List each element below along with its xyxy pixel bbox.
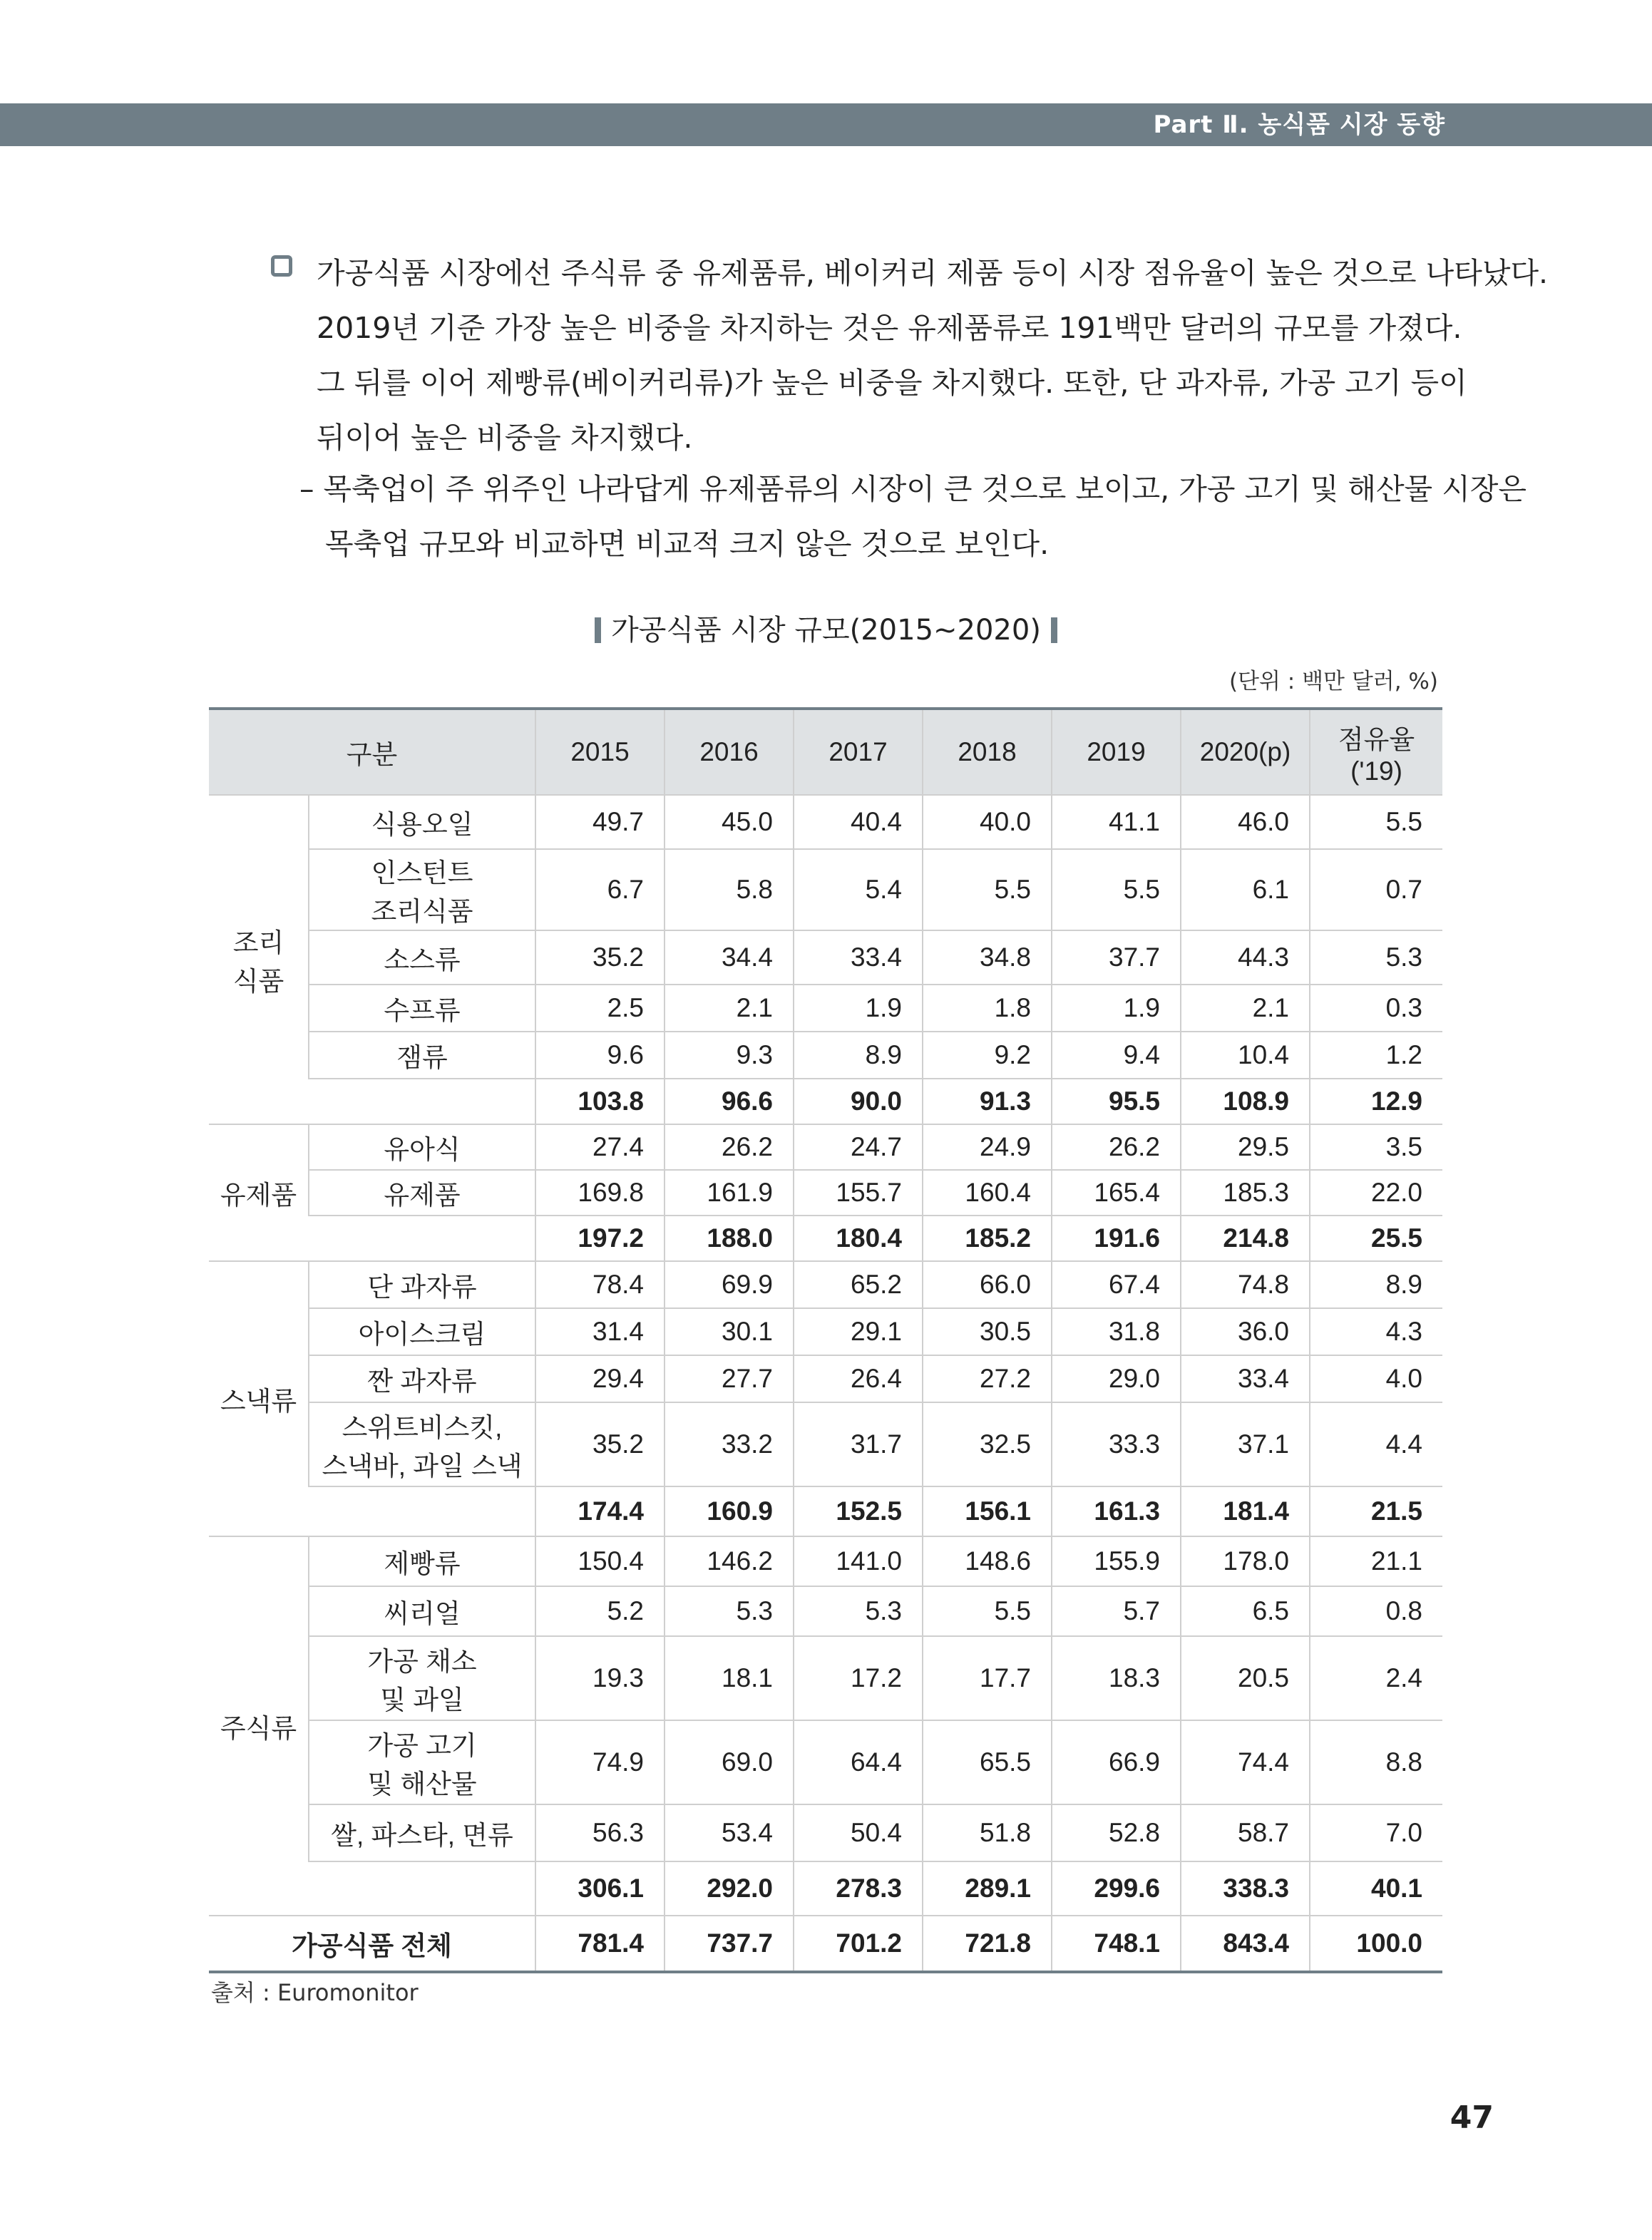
value-cell: 78.4 [535,1261,665,1308]
header-year: 2018 [923,709,1052,795]
value-cell: 8.9 [794,1032,923,1079]
value-cell: 22.0 [1310,1170,1442,1216]
value-cell: 24.9 [923,1124,1052,1170]
item-label: 유아식 [309,1124,535,1170]
subtotal-cell: 21.5 [1310,1486,1442,1536]
value-cell: 50.4 [794,1804,923,1861]
subtotal-cell: 299.6 [1052,1861,1181,1916]
value-cell: 31.4 [535,1308,665,1355]
value-cell: 49.7 [535,795,665,849]
subtotal-cell: 289.1 [923,1861,1052,1916]
value-cell: 34.4 [665,930,794,985]
value-cell: 5.8 [665,849,794,930]
value-cell: 29.1 [794,1308,923,1355]
value-cell: 69.9 [665,1261,794,1308]
value-cell: 45.0 [665,795,794,849]
value-cell: 33.2 [665,1402,794,1486]
table-row [209,1308,1442,1355]
value-cell: 9.6 [535,1032,665,1079]
value-cell: 30.5 [923,1308,1052,1355]
value-cell: 65.5 [923,1720,1052,1804]
subtotal-cell: 91.3 [923,1079,1052,1124]
table-row [209,985,1442,1032]
subtotal-cell: 103.8 [535,1079,665,1124]
value-cell: 7.0 [1310,1804,1442,1861]
subtotal-cell: 197.2 [535,1216,665,1261]
value-cell: 58.7 [1181,1804,1310,1861]
table-row [209,1402,1442,1486]
group-label: 스낵류 [209,1261,309,1536]
value-cell: 65.2 [794,1261,923,1308]
value-cell: 5.5 [923,1586,1052,1636]
table-row [209,849,1442,930]
value-cell: 67.4 [1052,1261,1181,1308]
value-cell: 2.4 [1310,1636,1442,1720]
value-cell: 6.5 [1181,1586,1310,1636]
value-cell: 0.8 [1310,1586,1442,1636]
value-cell: 34.8 [923,930,1052,985]
grand-total-cell: 737.7 [665,1916,794,1972]
table-title-text: 가공식품 시장 규모(2015~2020) [611,614,1041,647]
value-cell: 178.0 [1181,1536,1310,1586]
value-cell: 1.2 [1310,1032,1442,1079]
value-cell: 155.9 [1052,1536,1181,1586]
item-label: 쌀, 파스타, 면류 [309,1804,535,1861]
value-cell: 27.2 [923,1355,1052,1402]
value-cell: 141.0 [794,1536,923,1586]
value-cell: 2.5 [535,985,665,1032]
paragraph-line: 2019년 기준 가장 높은 비중을 차지하는 것은 유제품류로 191백만 달러의 규모를 가졌다. [317,311,1462,345]
dash-line: 목축업 규모와 비교하면 비교적 크지 않은 것으로 보인다. [325,527,1050,561]
table-row [209,1355,1442,1402]
value-cell: 5.3 [665,1586,794,1636]
value-cell: 35.2 [535,930,665,985]
subtotal-row [209,1079,1442,1124]
value-cell: 1.9 [794,985,923,1032]
subtotal-label [309,1486,535,1536]
value-cell: 5.4 [794,849,923,930]
table-row [209,1261,1442,1308]
subtotal-label [309,1079,535,1124]
value-cell: 155.7 [794,1170,923,1216]
item-label: 소스류 [309,930,535,985]
value-cell: 64.4 [794,1720,923,1804]
subtotal-cell: 40.1 [1310,1861,1442,1916]
table-title [0,607,1652,648]
subtotal-cell: 152.5 [794,1486,923,1536]
header-year: 2020(p) [1181,709,1310,795]
subtotal-cell: 191.6 [1052,1216,1181,1261]
value-cell: 6.7 [535,849,665,930]
paragraph-line: 그 뒤를 이어 제빵류(베이커리류)가 높은 비중을 차지했다. 또한, 단 과자류, 가공 고기 등이 [317,366,1467,400]
grand-total-cell: 721.8 [923,1916,1052,1972]
subtotal-cell: 214.8 [1181,1216,1310,1261]
value-cell: 31.8 [1052,1308,1181,1355]
subtotal-cell: 90.0 [794,1079,923,1124]
value-cell: 74.4 [1181,1720,1310,1804]
subtotal-cell: 338.3 [1181,1861,1310,1916]
grand-total-row [209,1916,1442,1972]
value-cell: 30.1 [665,1308,794,1355]
value-cell: 35.2 [535,1402,665,1486]
subtotal-cell: 96.6 [665,1079,794,1124]
value-cell: 41.1 [1052,795,1181,849]
value-cell: 9.3 [665,1032,794,1079]
value-cell: 69.0 [665,1720,794,1804]
value-cell: 0.3 [1310,985,1442,1032]
table-unit: (단위 : 백만 달러, %) [1228,669,1438,694]
value-cell: 5.5 [923,849,1052,930]
value-cell: 8.8 [1310,1720,1442,1804]
value-cell: 5.3 [794,1586,923,1636]
subtotal-row [209,1861,1442,1916]
value-cell: 169.8 [535,1170,665,1216]
value-cell: 56.3 [535,1804,665,1861]
header-year: 2019 [1052,709,1181,795]
value-cell: 1.9 [1052,985,1181,1032]
header-year: 2017 [794,709,923,795]
subtotal-cell: 185.2 [923,1216,1052,1261]
value-cell: 1.8 [923,985,1052,1032]
value-cell: 17.2 [794,1636,923,1720]
header-year: 2015 [535,709,665,795]
value-cell: 4.3 [1310,1308,1442,1355]
group-label: 주식류 [209,1536,309,1916]
value-cell: 18.3 [1052,1636,1181,1720]
value-cell: 29.5 [1181,1124,1310,1170]
market-size-table [209,707,1442,1973]
item-label: 가공 채소 및 과일 [309,1636,535,1720]
table-row [209,1586,1442,1636]
value-cell: 52.8 [1052,1804,1181,1861]
subtotal-cell: 188.0 [665,1216,794,1261]
value-cell: 21.1 [1310,1536,1442,1586]
table-row [209,1536,1442,1586]
subtotal-cell: 161.3 [1052,1486,1181,1536]
value-cell: 33.4 [1181,1355,1310,1402]
value-cell: 74.9 [535,1720,665,1804]
item-label: 아이스크림 [309,1308,535,1355]
header-title: Part Ⅱ. 농식품 시장 동향 [1153,111,1445,139]
item-label: 제빵류 [309,1536,535,1586]
value-cell: 33.3 [1052,1402,1181,1486]
value-cell: 4.4 [1310,1402,1442,1486]
item-label: 인스턴트 조리식품 [309,849,535,930]
group-label: 조리 식품 [209,795,309,1124]
value-cell: 27.4 [535,1124,665,1170]
value-cell: 5.7 [1052,1586,1181,1636]
subtotal-cell: 156.1 [923,1486,1052,1536]
value-cell: 26.2 [665,1124,794,1170]
value-cell: 27.7 [665,1355,794,1402]
table-row [209,1720,1442,1804]
subtotal-cell: 292.0 [665,1861,794,1916]
value-cell: 20.5 [1181,1636,1310,1720]
group-label: 유제품 [209,1124,309,1261]
table-row [209,930,1442,985]
subtotal-cell: 174.4 [535,1486,665,1536]
title-bar-icon [595,617,601,643]
grand-total-cell: 100.0 [1310,1916,1442,1972]
value-cell: 24.7 [794,1124,923,1170]
table-row [209,1032,1442,1079]
paragraph-line: 뒤이어 높은 비중을 차지했다. [317,421,693,455]
header-category: 구분 [209,709,535,795]
value-cell: 29.0 [1052,1355,1181,1402]
subtotal-cell: 306.1 [535,1861,665,1916]
value-cell: 33.4 [794,930,923,985]
table-row [209,795,1442,849]
grand-total-label: 가공식품 전체 [209,1916,535,1972]
value-cell: 5.2 [535,1586,665,1636]
value-cell: 148.6 [923,1536,1052,1586]
item-label: 짠 과자류 [309,1355,535,1402]
value-cell: 5.5 [1052,849,1181,930]
value-cell: 66.0 [923,1261,1052,1308]
subtotal-label [309,1861,535,1916]
value-cell: 37.1 [1181,1402,1310,1486]
page-number: 47 [1450,2100,1494,2136]
grand-total-cell: 781.4 [535,1916,665,1972]
subtotal-label [309,1216,535,1261]
body-paragraph [271,246,1549,466]
subtotal-cell: 180.4 [794,1216,923,1261]
source-note: 출처 : Euromonitor [211,1979,419,2006]
subtotal-cell: 278.3 [794,1861,923,1916]
value-cell: 10.4 [1181,1032,1310,1079]
header-year: 2016 [665,709,794,795]
value-cell: 146.2 [665,1536,794,1586]
item-label: 스위트비스킷, 스낵바, 과일 스낵 [309,1402,535,1486]
value-cell: 19.3 [535,1636,665,1720]
value-cell: 31.7 [794,1402,923,1486]
grand-total-cell: 701.2 [794,1916,923,1972]
subtotal-cell: 181.4 [1181,1486,1310,1536]
value-cell: 40.0 [923,795,1052,849]
value-cell: 185.3 [1181,1170,1310,1216]
square-bullet-icon [271,255,292,277]
dash-paragraph [299,462,1527,572]
subtotal-row [209,1216,1442,1261]
value-cell: 5.5 [1310,795,1442,849]
value-cell: 0.7 [1310,849,1442,930]
value-cell: 17.7 [923,1636,1052,1720]
value-cell: 2.1 [1181,985,1310,1032]
header-share: 점유율 ('19) [1310,709,1442,795]
item-label: 수프류 [309,985,535,1032]
value-cell: 26.2 [1052,1124,1181,1170]
value-cell: 8.9 [1310,1261,1442,1308]
value-cell: 40.4 [794,795,923,849]
table-row [209,1124,1442,1170]
value-cell: 3.5 [1310,1124,1442,1170]
value-cell: 66.9 [1052,1720,1181,1804]
value-cell: 161.9 [665,1170,794,1216]
value-cell: 4.0 [1310,1355,1442,1402]
item-label: 유제품 [309,1170,535,1216]
value-cell: 29.4 [535,1355,665,1402]
value-cell: 46.0 [1181,795,1310,849]
item-label: 단 과자류 [309,1261,535,1308]
value-cell: 150.4 [535,1536,665,1586]
header-bar [0,103,1652,146]
value-cell: 37.7 [1052,930,1181,985]
subtotal-row [209,1486,1442,1536]
value-cell: 44.3 [1181,930,1310,985]
value-cell: 74.8 [1181,1261,1310,1308]
value-cell: 2.1 [665,985,794,1032]
value-cell: 5.3 [1310,930,1442,985]
value-cell: 32.5 [923,1402,1052,1486]
value-cell: 160.4 [923,1170,1052,1216]
value-cell: 36.0 [1181,1308,1310,1355]
table-row [209,1804,1442,1861]
subtotal-cell: 95.5 [1052,1079,1181,1124]
table-row [209,1636,1442,1720]
paragraph-line: 가공식품 시장에선 주식류 중 유제품류, 베이커리 제품 등이 시장 점유율이 높은 것으로 나타났다. [317,256,1549,290]
value-cell: 6.1 [1181,849,1310,930]
value-cell: 18.1 [665,1636,794,1720]
value-cell: 165.4 [1052,1170,1181,1216]
subtotal-cell: 108.9 [1181,1079,1310,1124]
subtotal-cell: 12.9 [1310,1079,1442,1124]
table-header-row [209,709,1442,795]
item-label: 가공 고기 및 해산물 [309,1720,535,1804]
item-label: 잼류 [309,1032,535,1079]
table-row [209,1170,1442,1216]
value-cell: 53.4 [665,1804,794,1861]
value-cell: 51.8 [923,1804,1052,1861]
title-bar-icon [1051,617,1057,643]
value-cell: 9.2 [923,1032,1052,1079]
item-label: 씨리얼 [309,1586,535,1636]
value-cell: 9.4 [1052,1032,1181,1079]
dash-line: – 목축업이 주 위주인 나라답게 유제품류의 시장이 큰 것으로 보이고, 가공 고기 및 해산물 시장은 [299,472,1527,506]
grand-total-cell: 843.4 [1181,1916,1310,1972]
grand-total-cell: 748.1 [1052,1916,1181,1972]
item-label: 식용오일 [309,795,535,849]
subtotal-cell: 25.5 [1310,1216,1442,1261]
subtotal-cell: 160.9 [665,1486,794,1536]
value-cell: 26.4 [794,1355,923,1402]
